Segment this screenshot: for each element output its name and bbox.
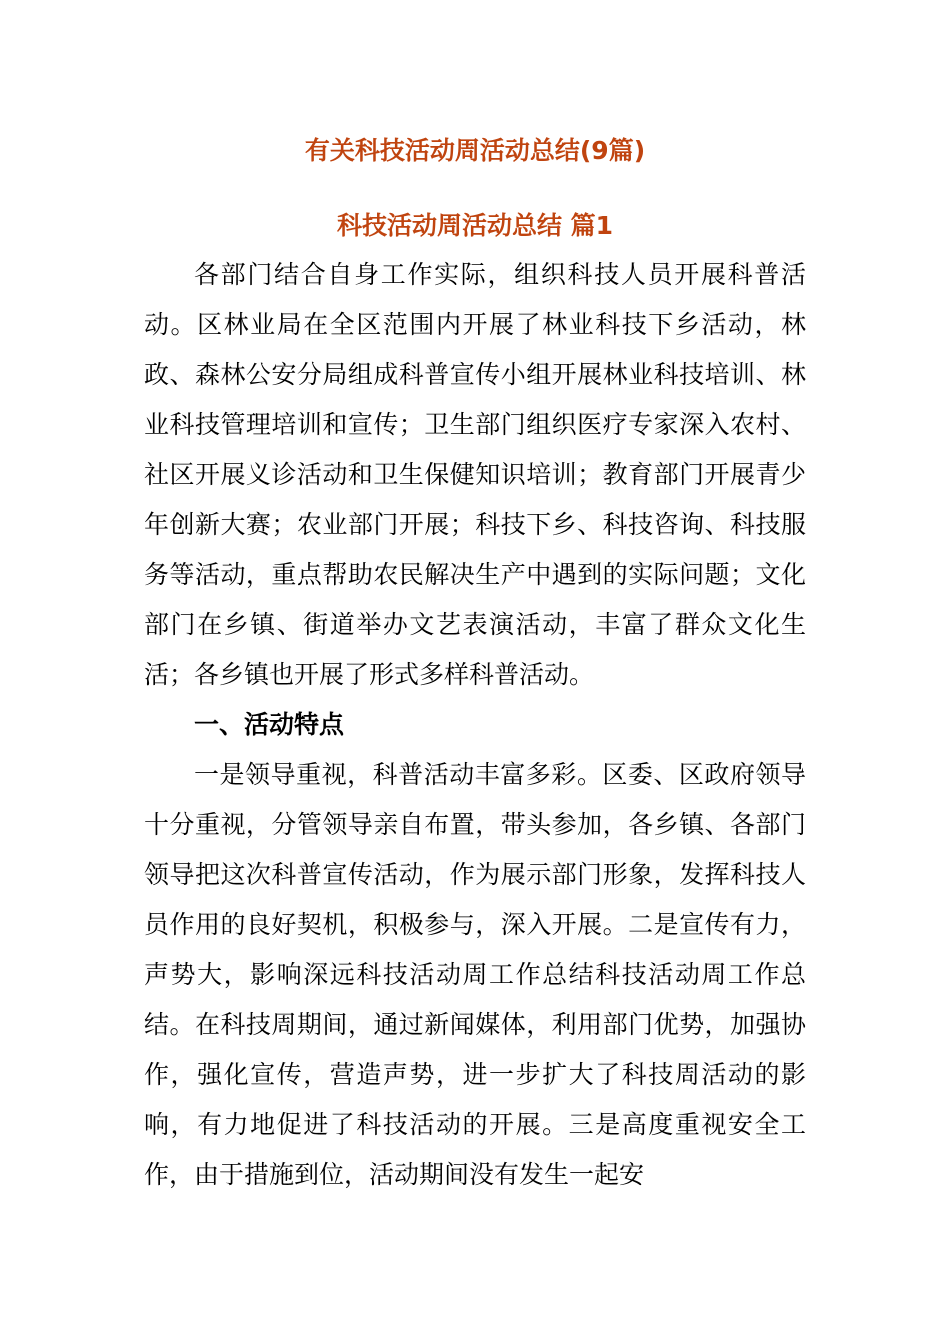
paragraph-2: 一是领导重视，科普活动丰富多彩。区委、区政府领导十分重视，分管领导亲自布置，带头参加，各乡镇、各部门领导把这次科普宣传活动，作为展示部门形象，发挥科技人员作用的良好契机，积极参与，深入开展。二是宣传有力，声势大，影响深远科技活动周工作总结科技活动周工作总结。在科技周期间，通过新闻媒体，利用部门优势，加强协作，强化宣传，营造声势，进一步扩大了科技周活动的影响，有力地促进了科技活动的开展。三是高度重视安全工作，由于措施到位，活动期间没有发生一起安: [144, 760, 806, 1189]
section-title: 科技活动周活动总结 篇1: [336, 211, 614, 240]
paragraph-1: 各部门结合自身工作实际，组织科技人员开展科普活动。区林业局在全区范围内开展了林业科技下乡活动，林政、森林公安分局组成科普宣传小组开展林业科技培训、林业科技管理培训和宣传；卫生部门组织医疗专家深入农村、社区开展义诊活动和卫生保健知识培训；教育部门开展青少年创新大赛；农业部门开展；科技下乡、科技咨询、科技服务等活动，重点帮助农民解决生产中遇到的实际问题；文化部门在乡镇、街道举办文艺表演活动，丰富了群众文化生活；各乡镇也开展了形式多样科普活动。: [144, 260, 806, 689]
subheading-activity-features: 一、活动特点: [194, 710, 345, 739]
document-body: [144, 250, 806, 1200]
document-title: 有关科技活动周活动总结(9篇): [304, 136, 646, 165]
